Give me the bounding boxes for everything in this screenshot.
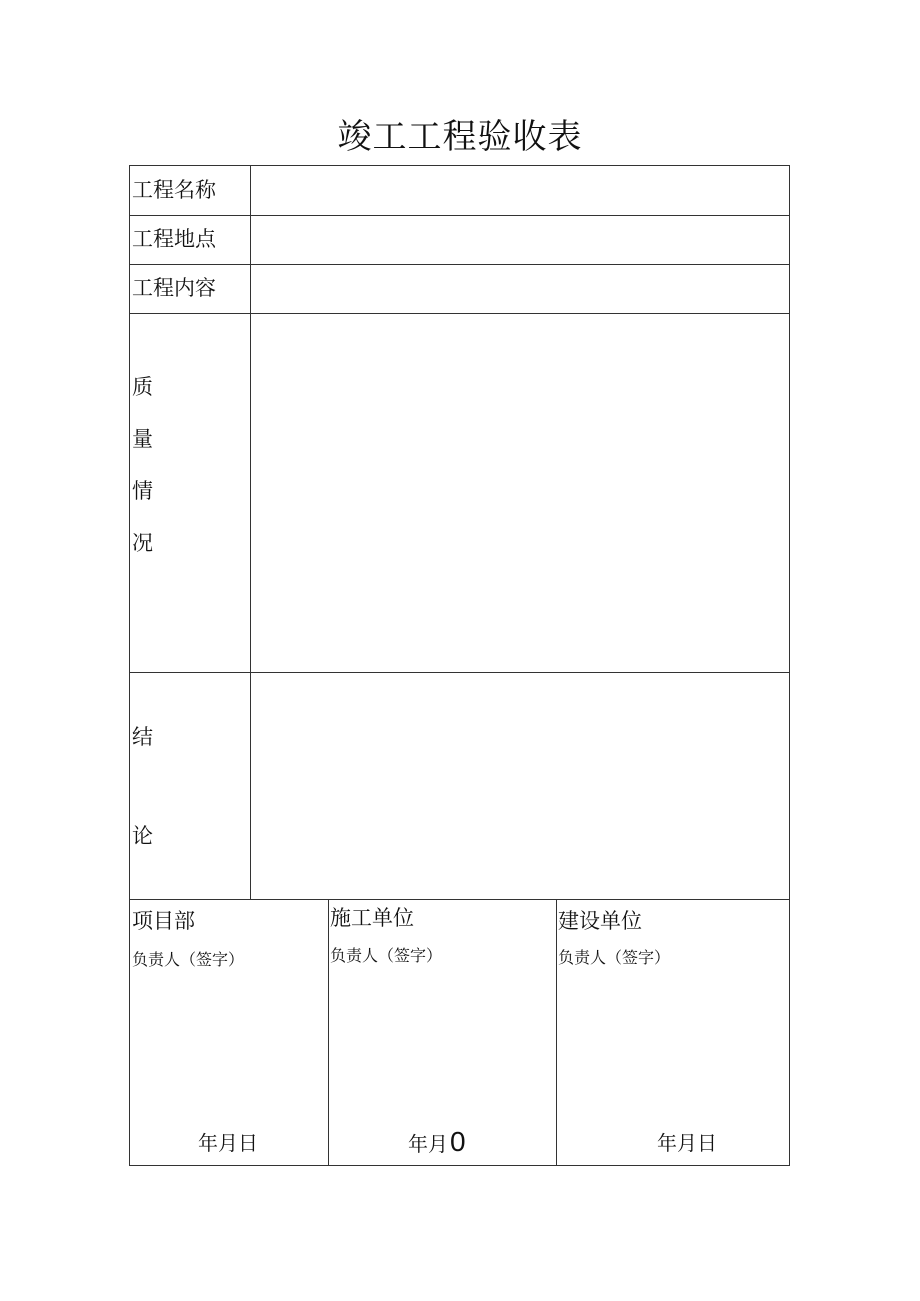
quality-label-char: 况 — [132, 531, 153, 555]
project-name-field[interactable] — [254, 176, 784, 206]
contractor-date-suffix: 0 — [450, 1126, 466, 1157]
quality-field[interactable] — [254, 318, 784, 668]
row-divider — [130, 313, 789, 314]
project-location-label: 工程地点 — [132, 227, 216, 251]
form-title: 竣工工程验收表 — [337, 117, 583, 157]
quality-label-char: 量 — [132, 427, 153, 451]
contractor-title: 施工单位 — [330, 906, 414, 930]
conclusion-field[interactable] — [254, 678, 784, 894]
row-divider — [130, 264, 789, 265]
conclusion-label-char: 结 — [132, 725, 153, 749]
project-name-label: 工程名称 — [132, 178, 216, 202]
signature-column-divider — [328, 899, 329, 1165]
client-date: 年月日 — [657, 1131, 717, 1155]
project-location-field[interactable] — [254, 225, 784, 255]
client-title: 建设单位 — [558, 909, 642, 933]
conclusion-label-char: 论 — [132, 824, 153, 848]
contractor-signer-label: 负责人（签字） — [330, 946, 443, 965]
signature-column-divider — [556, 899, 557, 1165]
row-divider — [130, 215, 789, 216]
project-content-label: 工程内容 — [132, 276, 216, 300]
quality-label-char: 质 — [132, 375, 153, 399]
contractor-date — [408, 1128, 466, 1158]
label-column-divider — [250, 166, 251, 899]
project-dept-date: 年月日 — [198, 1131, 258, 1155]
client-signer-label: 负责人（签字） — [558, 948, 671, 967]
project-content-field[interactable] — [254, 274, 784, 304]
row-divider — [130, 899, 789, 900]
acceptance-form-table — [129, 165, 790, 1166]
project-dept-signer-label: 负责人（签字） — [132, 950, 245, 969]
quality-label-char: 情 — [132, 479, 153, 503]
project-dept-title: 项目部 — [132, 909, 195, 933]
row-divider — [130, 672, 789, 673]
contractor-date-text: 年月 — [408, 1132, 448, 1156]
